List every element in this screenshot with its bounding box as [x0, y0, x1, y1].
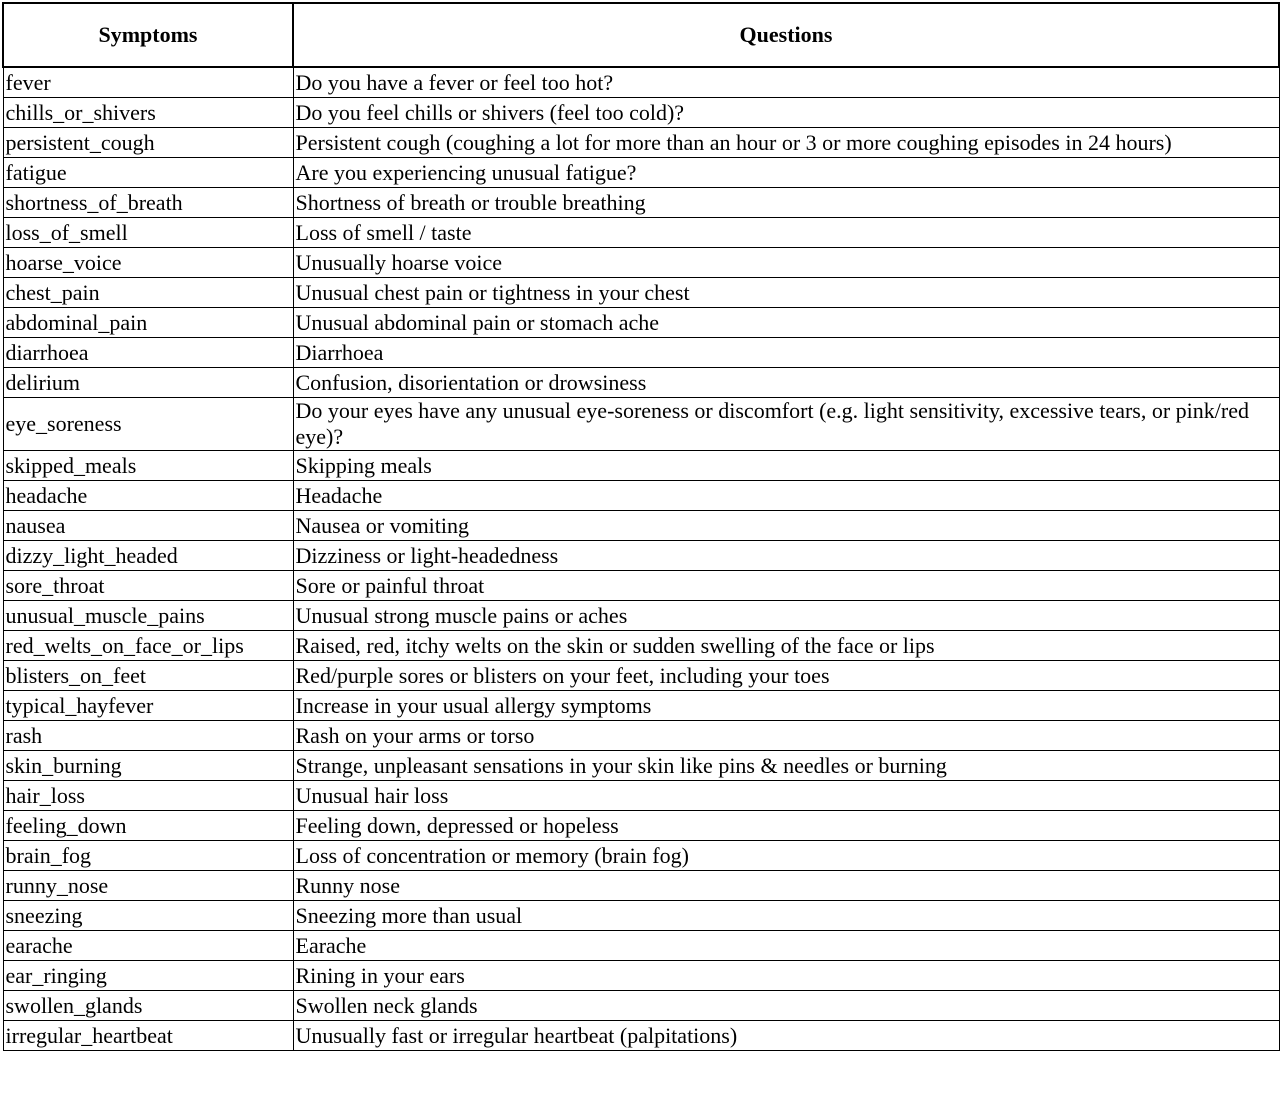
symptom-cell: dizzy_light_headed: [3, 541, 293, 571]
table-row: [3, 721, 1279, 751]
table-body: [3, 67, 1279, 1051]
question-cell: Sneezing more than usual: [293, 901, 1279, 931]
question-cell: Swollen neck glands: [293, 991, 1279, 1021]
question-cell: Dizziness or light-headedness: [293, 541, 1279, 571]
question-cell: Are you experiencing unusual fatigue?: [293, 158, 1279, 188]
symptom-cell: unusual_muscle_pains: [3, 601, 293, 631]
table-row: [3, 368, 1279, 398]
question-cell: Unusually fast or irregular heartbeat (palpitations): [293, 1021, 1279, 1051]
table-row: [3, 541, 1279, 571]
question-cell: Earache: [293, 931, 1279, 961]
symptom-cell: sore_throat: [3, 571, 293, 601]
symptom-cell: runny_nose: [3, 871, 293, 901]
symptom-cell: earache: [3, 931, 293, 961]
symptom-cell: red_welts_on_face_or_lips: [3, 631, 293, 661]
symptom-table-wrapper: [2, 2, 1278, 1051]
question-cell: Unusually hoarse voice: [293, 248, 1279, 278]
question-cell: Shortness of breath or trouble breathing: [293, 188, 1279, 218]
symptom-cell: loss_of_smell: [3, 218, 293, 248]
table-row: [3, 691, 1279, 721]
question-cell: Skipping meals: [293, 451, 1279, 481]
question-cell: Rash on your arms or torso: [293, 721, 1279, 751]
symptom-cell: blisters_on_feet: [3, 661, 293, 691]
symptoms-column-header: Symptoms: [3, 3, 293, 67]
symptom-cell: chest_pain: [3, 278, 293, 308]
symptom-cell: irregular_heartbeat: [3, 1021, 293, 1051]
question-cell: Red/purple sores or blisters on your feet, including your toes: [293, 661, 1279, 691]
question-cell: Do your eyes have any unusual eye-soreness or discomfort (e.g. light sensitivity, excessive tears, or pink/red eye)?: [293, 398, 1279, 451]
symptom-cell: shortness_of_breath: [3, 188, 293, 218]
symptom-cell: diarrhoea: [3, 338, 293, 368]
symptom-cell: skin_burning: [3, 751, 293, 781]
question-cell: Sore or painful throat: [293, 571, 1279, 601]
table-row: [3, 481, 1279, 511]
question-cell: Do you feel chills or shivers (feel too cold)?: [293, 98, 1279, 128]
symptom-cell: chills_or_shivers: [3, 98, 293, 128]
table-row: [3, 931, 1279, 961]
question-cell: Confusion, disorientation or drowsiness: [293, 368, 1279, 398]
table-row: [3, 751, 1279, 781]
table-row: [3, 218, 1279, 248]
table-row: [3, 631, 1279, 661]
question-cell: Runny nose: [293, 871, 1279, 901]
symptom-cell: rash: [3, 721, 293, 751]
table-row: [3, 841, 1279, 871]
question-cell: Unusual hair loss: [293, 781, 1279, 811]
symptom-cell: delirium: [3, 368, 293, 398]
table-row: [3, 871, 1279, 901]
question-cell: Unusual strong muscle pains or aches: [293, 601, 1279, 631]
question-cell: Unusual chest pain or tightness in your chest: [293, 278, 1279, 308]
table-row: [3, 158, 1279, 188]
question-cell: Loss of smell / taste: [293, 218, 1279, 248]
table-row: [3, 991, 1279, 1021]
table-row: [3, 661, 1279, 691]
question-cell: Headache: [293, 481, 1279, 511]
question-cell: Loss of concentration or memory (brain fog): [293, 841, 1279, 871]
table-row: [3, 248, 1279, 278]
symptom-cell: abdominal_pain: [3, 308, 293, 338]
table-row: [3, 128, 1279, 158]
table-row: [3, 961, 1279, 991]
symptom-cell: typical_hayfever: [3, 691, 293, 721]
symptom-cell: fatigue: [3, 158, 293, 188]
table-row: [3, 98, 1279, 128]
table-row: [3, 811, 1279, 841]
symptom-cell: skipped_meals: [3, 451, 293, 481]
symptom-cell: persistent_cough: [3, 128, 293, 158]
symptom-cell: hair_loss: [3, 781, 293, 811]
symptom-cell: feeling_down: [3, 811, 293, 841]
symptom-cell: hoarse_voice: [3, 248, 293, 278]
symptom-cell: sneezing: [3, 901, 293, 931]
table-row: [3, 781, 1279, 811]
table-row: [3, 601, 1279, 631]
symptom-cell: eye_soreness: [3, 398, 293, 451]
symptom-question-table: [2, 2, 1280, 1051]
question-cell: Strange, unpleasant sensations in your skin like pins & needles or burning: [293, 751, 1279, 781]
table-row: [3, 278, 1279, 308]
symptom-cell: ear_ringing: [3, 961, 293, 991]
symptom-cell: fever: [3, 67, 293, 98]
question-cell: Diarrhoea: [293, 338, 1279, 368]
question-cell: Increase in your usual allergy symptoms: [293, 691, 1279, 721]
question-cell: Unusual abdominal pain or stomach ache: [293, 308, 1279, 338]
question-cell: Nausea or vomiting: [293, 511, 1279, 541]
table-row: [3, 398, 1279, 451]
table-row: [3, 308, 1279, 338]
header-row: [3, 3, 1279, 67]
symptom-cell: swollen_glands: [3, 991, 293, 1021]
questions-column-header: Questions: [293, 3, 1279, 67]
question-cell: Do you have a fever or feel too hot?: [293, 67, 1279, 98]
symptom-cell: headache: [3, 481, 293, 511]
table-row: [3, 1021, 1279, 1051]
symptom-cell: brain_fog: [3, 841, 293, 871]
symptom-cell: nausea: [3, 511, 293, 541]
question-cell: Raised, red, itchy welts on the skin or sudden swelling of the face or lips: [293, 631, 1279, 661]
table-row: [3, 338, 1279, 368]
table-row: [3, 511, 1279, 541]
table-row: [3, 67, 1279, 98]
question-cell: Persistent cough (coughing a lot for more than an hour or 3 or more coughing episodes in 24 hours): [293, 128, 1279, 158]
table-row: [3, 571, 1279, 601]
question-cell: Rining in your ears: [293, 961, 1279, 991]
table-row: [3, 901, 1279, 931]
table-row: [3, 451, 1279, 481]
table-row: [3, 188, 1279, 218]
question-cell: Feeling down, depressed or hopeless: [293, 811, 1279, 841]
